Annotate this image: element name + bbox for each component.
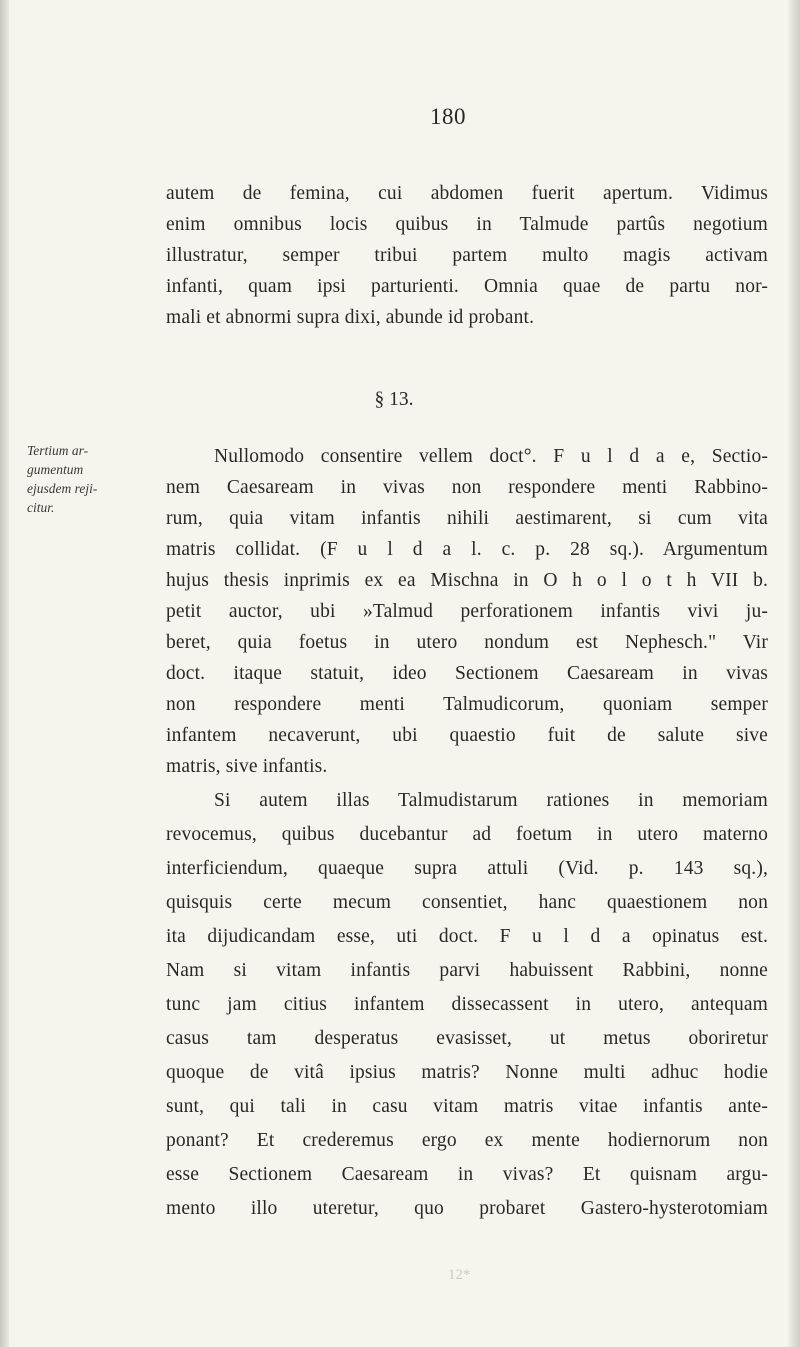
text-line: nem Caesaream in vivas non respondere menti Rabbino-	[166, 477, 768, 498]
text-line: matris collidat. (F u l d a l. c. p. 28 sq.). Argumentum	[166, 539, 768, 560]
margin-note-line: Tertium ar-	[27, 443, 89, 458]
margin-note	[27, 441, 157, 517]
text-line: beret, quia foetus in utero nondum est Nephesch." Vir	[166, 632, 768, 653]
margin-note-line: citur.	[27, 500, 55, 515]
text-line: autem de femina, cui abdomen fuerit apertum. Vidimus	[166, 183, 768, 204]
section-heading-text: § 13.	[374, 389, 414, 410]
section-heading	[0, 389, 800, 411]
text-line: enim omnibus locis quibus in Talmude partûs negotium	[166, 214, 768, 235]
text-line: non respondere menti Talmudicorum, quoniam semper	[166, 694, 768, 715]
text-line: matris, sive infantis.	[166, 756, 328, 777]
text-line: doct. itaque statuit, ideo Sectionem Caesaream in vivas	[166, 663, 768, 684]
text-line: mento illo uteretur, quo probaret Gastero-hysterotomiam	[166, 1198, 768, 1219]
text-line: Nam si vitam infantis parvi habuissent Rabbini, nonne	[166, 960, 768, 981]
text-line: tunc jam citius infantem dissecassent in utero, antequam	[166, 994, 768, 1015]
page-edge-left	[0, 0, 9, 1347]
text-line: infantem necaverunt, ubi quaestio fuit de salute sive	[166, 725, 768, 746]
text-line: esse Sectionem Caesaream in vivas? Et quisnam argu-	[166, 1164, 768, 1185]
text-line: Si autem illas Talmudistarum rationes in memoriam	[214, 790, 768, 811]
margin-note-line: gumentum	[27, 462, 84, 477]
text-line: quoque de vitâ ipsius matris? Nonne multi adhuc hodie	[166, 1062, 768, 1083]
text-line: mali et abnormi supra dixi, abunde id probant.	[166, 307, 535, 328]
margin-note-line: ejusdem reji-	[27, 481, 98, 496]
text-line: hujus thesis inprimis ex ea Mischna in O h o l o t h VII b.	[166, 570, 768, 591]
text-line: ponant? Et crederemus ergo ex mente hodiernorum non	[166, 1130, 768, 1151]
text-line: infanti, quam ipsi parturienti. Omnia quae de partu nor-	[166, 276, 768, 297]
page-number: 180	[430, 104, 466, 129]
text-line: casus tam desperatus evasisset, ut metus oboriretur	[166, 1028, 768, 1049]
text-line: Nullomodo consentire vellem doct°. F u l d a e, Sectio-	[214, 446, 768, 467]
text-line: petit auctor, ubi »Talmud perforationem infantis vivi ju-	[166, 601, 768, 622]
text-line: sunt, qui tali in casu vitam matris vitae infantis ante-	[166, 1096, 768, 1117]
text-line: revocemus, quibus ducebantur ad foetum in utero materno	[166, 824, 768, 845]
text-line: illustratur, semper tribui partem multo magis activam	[166, 245, 768, 266]
folio-mark: 12*	[448, 1267, 471, 1283]
text-line: rum, quia vitam infantis nihili aestimarent, si cum vita	[166, 508, 768, 529]
text-line: quisquis certe mecum consentiet, hanc quaestionem non	[166, 892, 768, 913]
page-edge-right	[788, 0, 800, 1347]
text-line: ita dijudicandam esse, uti doct. F u l d a opinatus est.	[166, 926, 768, 947]
text-line: interficiendum, quaeque supra attuli (Vid. p. 143 sq.),	[166, 858, 768, 879]
